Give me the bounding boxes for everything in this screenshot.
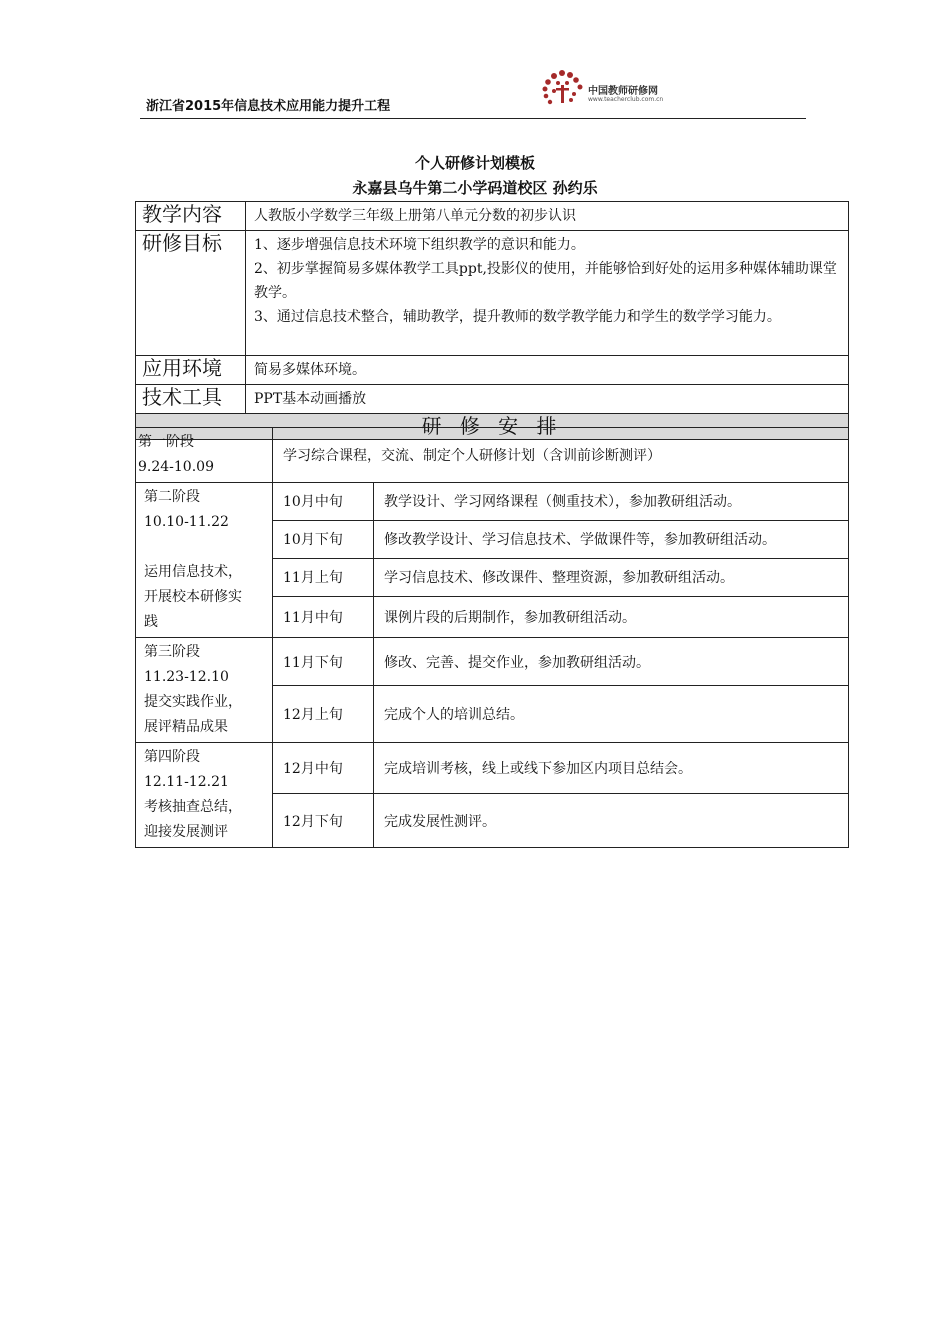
document-subtitle: 永嘉县乌牛第二小学码道校区 孙约乐: [352, 179, 598, 197]
env-value: 简易多媒体环境。: [246, 356, 849, 385]
row-activity: 完成发展性测评。: [374, 794, 849, 848]
stage4-cell: [136, 743, 273, 848]
stage1-dates: 9.24-10.09: [138, 459, 214, 475]
row-time: 12月中旬: [273, 743, 374, 794]
table-row: [136, 483, 849, 521]
row-activity: 学习信息技术、修改课件、整理资源，参加教研组活动。: [374, 558, 849, 596]
stage4-dates: 12.11-12.21: [144, 774, 229, 790]
logo-icon: [540, 68, 586, 108]
row-activity: 课例片段的后期制作，参加教研组活动。: [374, 596, 849, 637]
goal-item: 3、通过信息技术整合，辅助教学，提升教师的数学教学能力和学生的数学学习能力。: [254, 309, 781, 325]
content-label: 教学内容: [136, 202, 246, 231]
stage3-name: 第三阶段: [144, 644, 200, 660]
tool-row: [136, 385, 849, 414]
stage3-dates: 11.23-12.10: [144, 669, 229, 685]
tool-value: PPT基本动画播放: [246, 385, 849, 414]
header-text: 浙江省2015年信息技术应用能力提升工程: [146, 99, 391, 114]
schedule-table: [135, 427, 849, 848]
stage2-cell: [136, 483, 273, 638]
env-label: 应用环境: [136, 356, 246, 385]
table-row: [136, 638, 849, 686]
stage2-desc: 践: [144, 614, 158, 630]
stage4-desc: 考核抽查总结，: [144, 799, 242, 815]
goal-value: [246, 231, 849, 356]
content-row: [136, 202, 849, 231]
row-time: 10月中旬: [273, 483, 374, 521]
stage1-activity: 学习综合课程，交流、制定个人研修计划（含训前诊断测评）: [273, 428, 849, 483]
row-activity: 完成培训考核，线上或线下参加区内项目总结会。: [374, 743, 849, 794]
stage2-desc: 运用信息技术，: [144, 564, 242, 580]
schedule-title: 研 修 安 排: [136, 414, 849, 440]
goal-label: 研修目标: [136, 231, 246, 356]
row-time: 10月下旬: [273, 520, 374, 558]
stage4-desc: 迎接发展测评: [144, 824, 228, 840]
logo-url: www.teacherclub.com.cn: [588, 96, 664, 103]
row-activity: 修改、完善、提交作业，参加教研组活动。: [374, 638, 849, 686]
stage1-cell: [136, 428, 273, 483]
page-header: [140, 60, 806, 119]
row-time: 12月下旬: [273, 794, 374, 848]
content-value: 人教版小学数学三年级上册第八单元分数的初步认识: [246, 202, 849, 231]
stage2-desc: 开展校本研修实: [144, 589, 242, 605]
row-time: 12月上旬: [273, 686, 374, 743]
logo-name: 中国教师研修网: [588, 86, 658, 97]
document-title: 个人研修计划模板: [414, 154, 535, 172]
stage1-row: [136, 428, 849, 483]
stage3-desc: 提交实践作业，: [144, 694, 242, 710]
row-activity: 修改教学设计、学习信息技术、学做课件等，参加教研组活动。: [374, 520, 849, 558]
stage2-name: 第二阶段: [144, 489, 200, 505]
row-activity: 教学设计、学习网络课程（侧重技术），参加教研组活动。: [374, 483, 849, 521]
plan-info-table: [135, 201, 849, 440]
row-activity: 完成个人的培训总结。: [374, 686, 849, 743]
stage3-desc: 展评精品成果: [144, 719, 228, 735]
stage3-cell: [136, 638, 273, 743]
row-time: 11月上旬: [273, 558, 374, 596]
env-row: [136, 356, 849, 385]
tool-label: 技术工具: [136, 385, 246, 414]
teacherclub-logo: [540, 68, 680, 110]
row-time: 11月下旬: [273, 638, 374, 686]
goal-item: 2、初步掌握简易多媒体教学工具ppt,投影仪的使用，并能够恰到好处的运用多种媒体辅助课堂教学。: [254, 261, 837, 301]
stage2-dates: 10.10-11.22: [144, 514, 229, 530]
goal-item: 1、逐步增强信息技术环境下组织教学的意识和能力。: [254, 237, 585, 253]
table-row: [136, 743, 849, 794]
stage4-name: 第四阶段: [144, 749, 200, 765]
goal-row: [136, 231, 849, 356]
row-time: 11月中旬: [273, 596, 374, 637]
stage1-name: 第一阶段: [138, 434, 194, 450]
